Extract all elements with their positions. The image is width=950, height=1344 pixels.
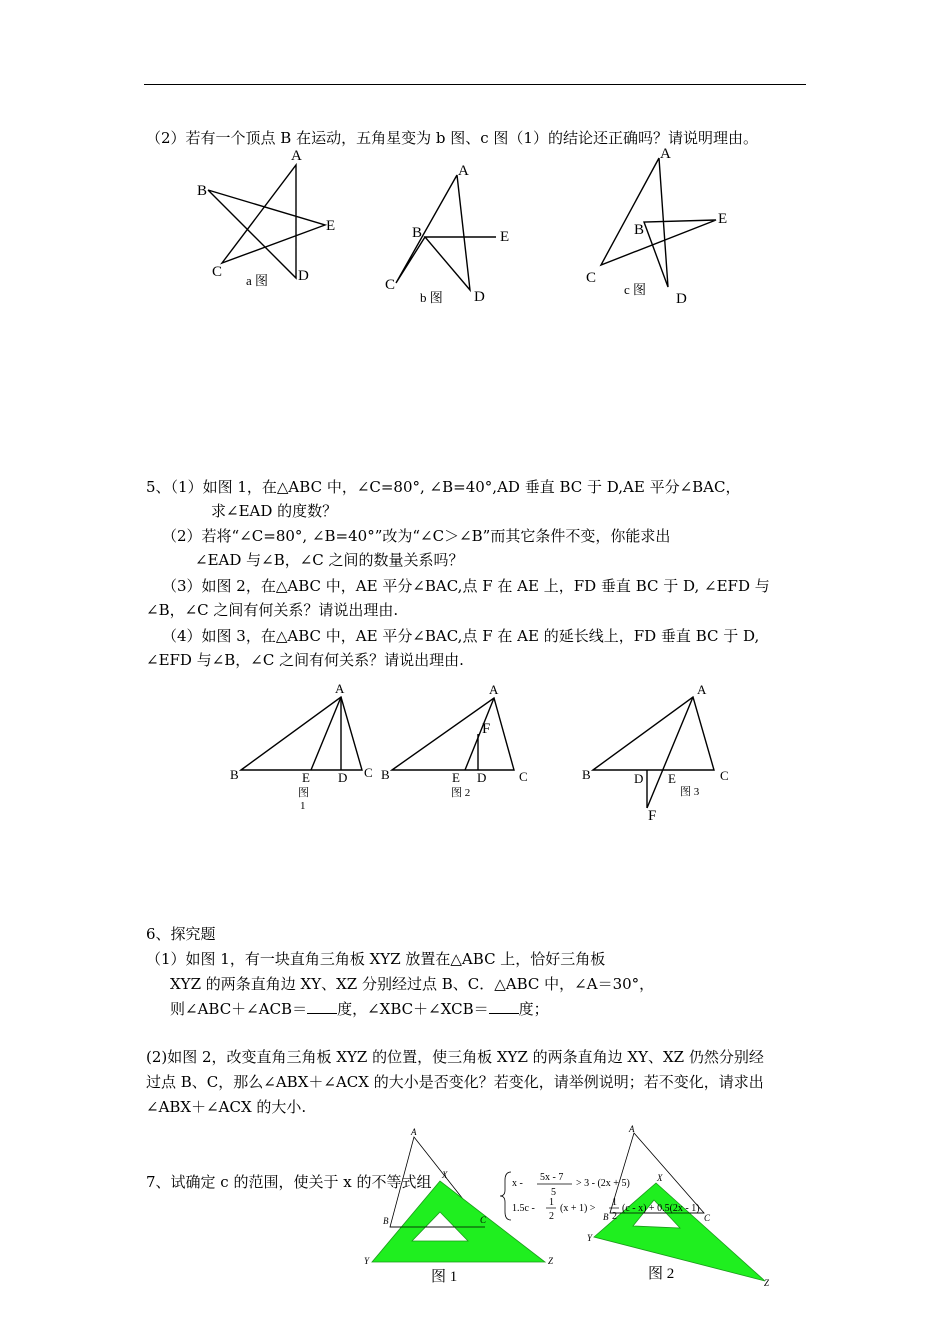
- ineq2-right: (c - x) + 0.5(2x - 1): [622, 1203, 700, 1214]
- fig2-E: E: [452, 770, 460, 785]
- ss2-X: X: [657, 1173, 663, 1183]
- q6-p1-line3c: 度；: [518, 1000, 549, 1018]
- fig2-A: A: [489, 682, 499, 697]
- fig2-set-square: [594, 1183, 765, 1281]
- q7-text: 7、试确定 c 的范围，使关于 x 的不等式组: [146, 1173, 432, 1191]
- ineq1-right: > 3 - (2x + 5): [576, 1178, 630, 1189]
- fig1-C: C: [364, 765, 373, 780]
- ss2-caption: 图 2: [648, 1266, 675, 1282]
- fig2-B: B: [381, 767, 390, 782]
- q5-line1: 5、（1）如图 1，在△ABC 中，∠C=80°, ∠B=40°,AD 垂直 BC 于 D,AE 平分∠BAC，: [146, 478, 741, 496]
- star-c-C: C: [586, 270, 597, 286]
- q6-p2-line3: ∠ABX＋∠ACX 的大小.: [146, 1098, 307, 1116]
- q5-line8: ∠EFD 与∠B，∠C 之间有何关系？请说出理由.: [146, 651, 464, 669]
- q6-p2-line1: (2)如图 2，改变直角三角板 XYZ 的位置，使三角板 XYZ 的两条直角边 XY、XZ 仍然分别经: [146, 1048, 764, 1066]
- ineq1-num: 5x - 7: [540, 1172, 564, 1183]
- ss1-C: C: [480, 1215, 487, 1225]
- q5-line4: ∠EAD 与∠B，∠C 之间的数量关系吗？: [195, 551, 464, 569]
- star-c-A: A: [660, 146, 671, 162]
- fig1-caption-1: 图: [298, 787, 309, 799]
- ineq2-den: 2: [549, 1211, 554, 1222]
- fig1-E: E: [302, 770, 310, 785]
- q5-line2: 求∠EAD 的度数？: [211, 502, 338, 520]
- star-a-E: E: [326, 218, 336, 234]
- ineq2-den2: 2: [612, 1211, 617, 1222]
- ineq2-num: 1: [549, 1197, 554, 1208]
- ineq1-left: x -: [512, 1178, 523, 1189]
- ss1-A: A: [411, 1127, 417, 1137]
- q4-part2-text: （2）若有一个顶点 B 在运动，五角星变为 b 图、c 图（1）的结论还正确吗？请说明理由。: [146, 129, 758, 147]
- q6-p1-line1: （1）如图 1，有一块直角三角板 XYZ 放置在△ABC 上，恰好三角板: [146, 950, 606, 968]
- ss1-X: X: [442, 1170, 448, 1180]
- ss1-Y: Y: [364, 1256, 370, 1266]
- ss1-Z: Z: [548, 1256, 554, 1266]
- fig2-C: C: [519, 769, 528, 784]
- star-c-caption: c 图: [624, 282, 647, 297]
- fig3-C: C: [720, 768, 729, 783]
- fig1-D: D: [338, 770, 348, 785]
- star-b-E: E: [500, 229, 510, 245]
- q6-p1-line3b: 度，∠XBC＋∠XCB＝: [337, 1000, 489, 1018]
- star-b-caption: b 图: [420, 290, 443, 305]
- ss1-caption: 图 1: [431, 1269, 458, 1285]
- star-a-D: D: [298, 268, 309, 284]
- ss2-Z: Z: [764, 1278, 770, 1288]
- star-c-B: B: [634, 222, 645, 238]
- q6-title: 6、探究题: [146, 925, 216, 943]
- q6-p2-line2: 过点 B、C，那么∠ABX＋∠ACX 的大小是否变化？若变化，请举例说明；若不变化，请求出: [146, 1073, 764, 1091]
- fig3-F: F: [648, 808, 657, 824]
- fig2-caption: 图 2: [451, 787, 471, 799]
- ineq1-den: 5: [551, 1187, 556, 1198]
- star-a-C: C: [212, 264, 223, 280]
- fig3-caption: 图 3: [680, 786, 700, 798]
- star-b-D: D: [474, 289, 485, 305]
- q5-line7: （4）如图 3，在△ABC 中，AE 平分∠BAC,点 F 在 AE 的延长线上，FD 垂直 BC 于 D,: [162, 627, 760, 645]
- fig1-B: B: [230, 767, 239, 782]
- ss1-B: B: [383, 1216, 389, 1226]
- fig1-caption-2: 1: [300, 800, 306, 812]
- ss2-A: A: [629, 1124, 635, 1134]
- star-b-C: C: [385, 277, 396, 293]
- ineq2-mid: (x + 1) >: [560, 1203, 596, 1214]
- fig3-B: B: [582, 767, 591, 782]
- fig2-F: F: [482, 721, 491, 737]
- ineq2-left: 1.5c -: [512, 1203, 535, 1214]
- q5-line3: （2）若将“∠C=80°, ∠B=40°”改为“∠C＞∠B”而其它条件不变，你能求出: [162, 527, 671, 545]
- q6-p1-line3a: 则∠ABC＋∠ACB＝: [170, 1000, 308, 1018]
- star-b-A: A: [458, 163, 469, 179]
- ineq2-num2: 1: [612, 1197, 617, 1208]
- fig2-D: D: [477, 770, 487, 785]
- q5-line6: ∠B，∠C 之间有何关系？请说出理由.: [146, 601, 399, 619]
- fig3-E: E: [668, 771, 676, 786]
- fig3-D: D: [634, 771, 644, 786]
- star-a-B: B: [197, 183, 208, 199]
- ss2-C: C: [704, 1213, 711, 1223]
- star-a-A: A: [291, 148, 302, 164]
- ss2-B: B: [603, 1212, 609, 1222]
- star-c-E: E: [718, 211, 728, 227]
- fig3-A: A: [697, 682, 707, 697]
- star-b-B: B: [412, 225, 423, 241]
- fig1-A: A: [335, 681, 345, 696]
- q5-line5: （3）如图 2，在△ABC 中，AE 平分∠BAC,点 F 在 AE 上，FD 垂直 BC 于 D, ∠EFD 与: [162, 577, 770, 595]
- star-c-D: D: [676, 291, 687, 307]
- q6-p1-line2: XYZ 的两条直角边 XY、XZ 分别经过点 B、C．△ABC 中，∠A＝30°，: [170, 975, 655, 993]
- star-a-caption: a 图: [246, 273, 269, 288]
- ss2-Y: Y: [587, 1233, 593, 1243]
